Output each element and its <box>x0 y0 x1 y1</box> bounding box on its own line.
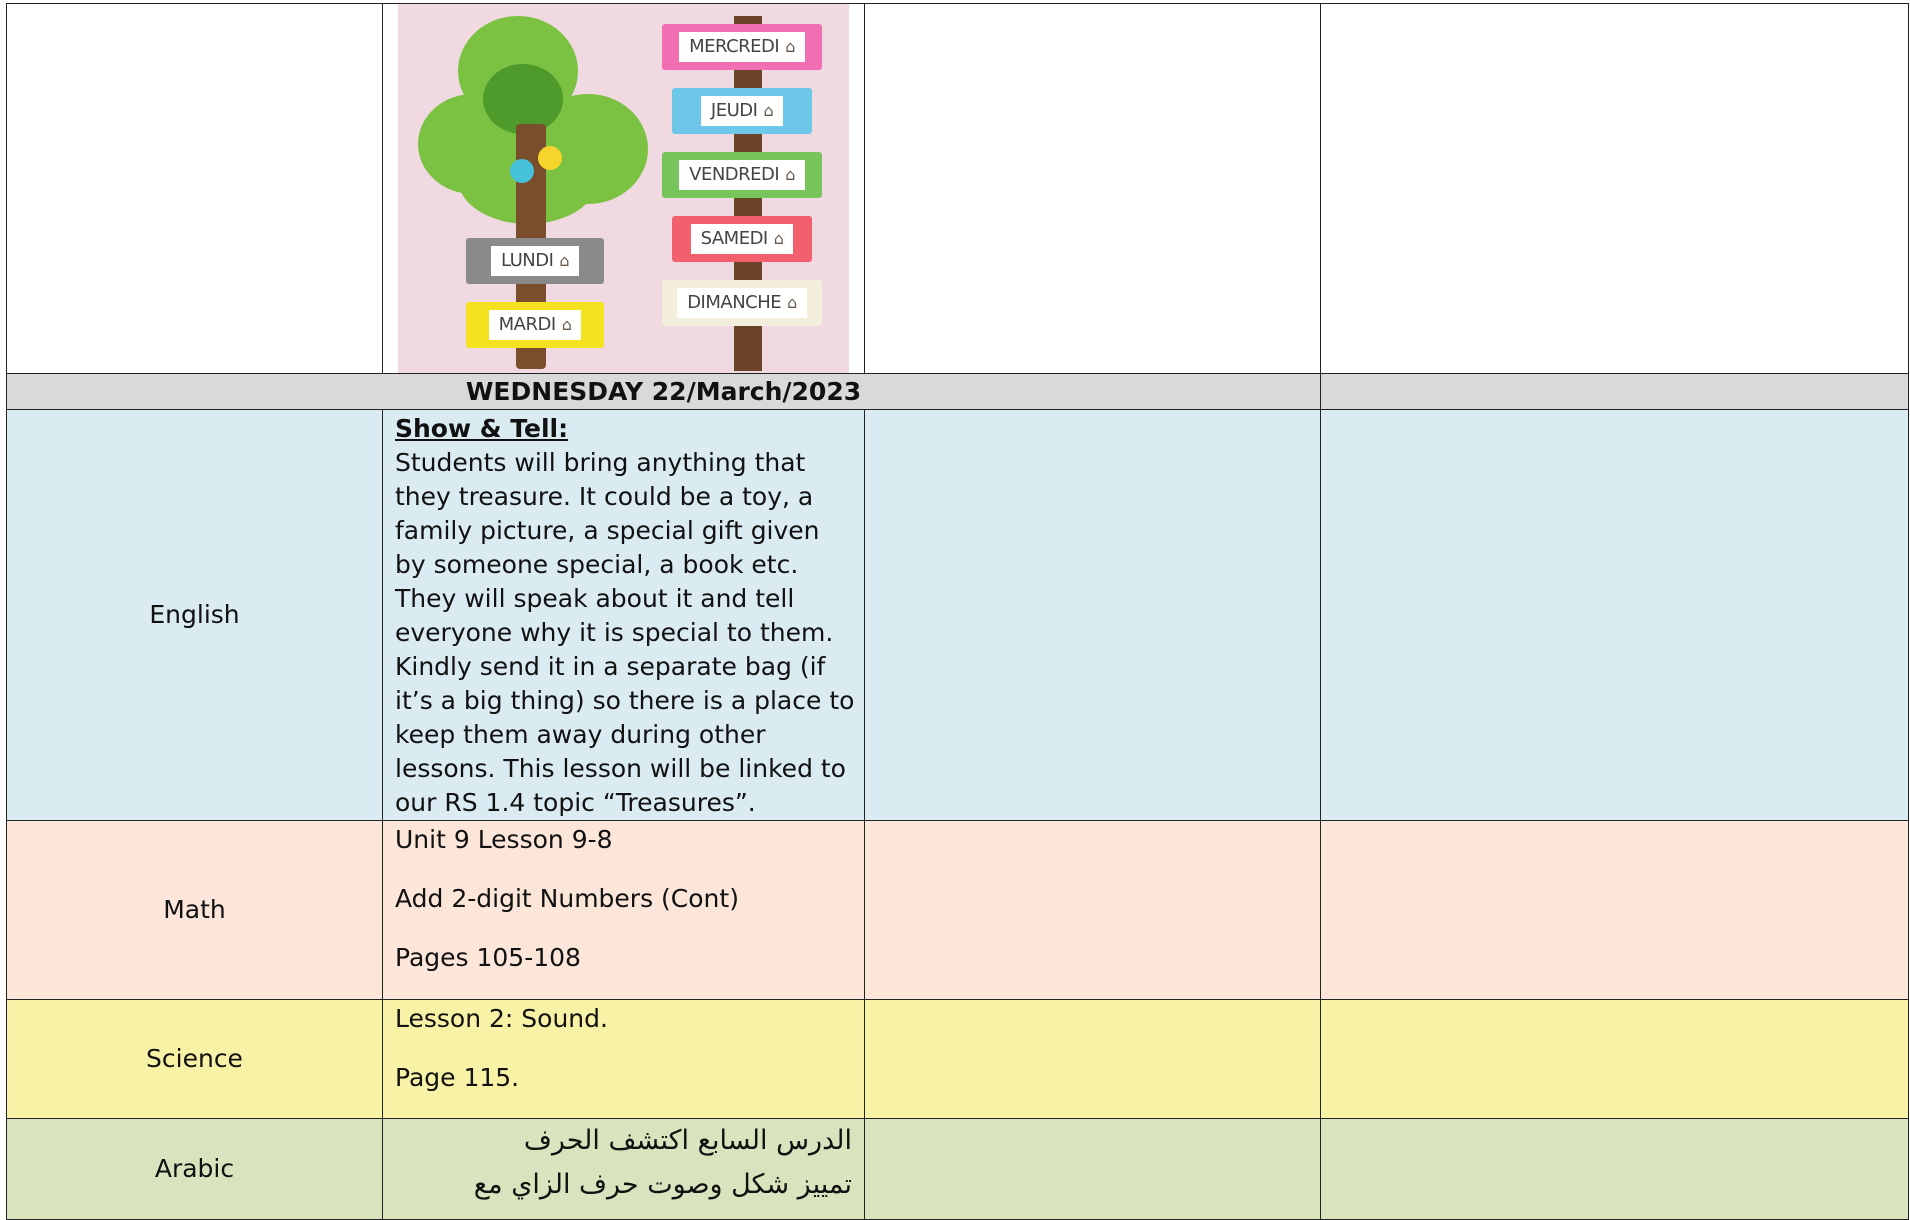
sign-mardi: MARDI ⌂ <box>466 302 604 348</box>
math-unit: Unit 9 Lesson 9-8 <box>395 825 613 854</box>
subject-science: Science <box>7 1000 383 1119</box>
arabic-content <box>383 1119 865 1220</box>
subject-arabic: Arabic <box>7 1119 383 1220</box>
weekdays-image-cell <box>383 4 865 374</box>
math-pages: Pages 105-108 <box>395 943 581 972</box>
house-icon: ⌂ <box>785 37 795 56</box>
weekly-plan-table <box>6 3 1909 1220</box>
empty-cell <box>1321 821 1909 1000</box>
empty-cell <box>865 1119 1321 1220</box>
date-row <box>7 374 1909 410</box>
weekdays-tree-image <box>398 4 849 373</box>
sign-jeudi: JEUDI ⌂ <box>672 88 812 134</box>
sign-vendredi: VENDREDI ⌂ <box>662 152 822 198</box>
math-row <box>7 821 1909 1000</box>
arabic-line-2: تمييز شكل وصوت حرف الزاي مع <box>473 1169 852 1200</box>
sign-samedi: SAMEDI ⌂ <box>672 216 812 262</box>
english-title: Show & Tell: <box>395 414 569 443</box>
sign-dimanche: DIMANCHE ⌂ <box>662 280 822 326</box>
sign-mercredi: MERCREDI ⌂ <box>662 24 822 70</box>
empty-cell <box>865 821 1321 1000</box>
empty-cell <box>1321 1119 1909 1220</box>
english-content <box>383 410 865 821</box>
empty-cell <box>865 4 1321 374</box>
house-icon: ⌂ <box>763 101 774 120</box>
science-lesson: Lesson 2: Sound. <box>395 1004 608 1033</box>
science-content <box>383 1000 865 1119</box>
math-content <box>383 821 865 1000</box>
empty-cell <box>1321 4 1909 374</box>
subject-math: Math <box>7 821 383 1000</box>
house-icon: ⌂ <box>559 251 570 270</box>
arabic-row <box>7 1119 1909 1220</box>
science-page: Page 115. <box>395 1063 520 1092</box>
english-body: Students will bring anything that they treasure. It could be a toy, a family picture, a special gift given by someone special, a book etc. They will speak about it and tell everyone why it is special to them. Kindly send it in a separate bag (if it’s a big thing) so there is a place to keep them away during other lessons. This lesson will be linked to our RS 1.4 topic “Treasures”. <box>395 448 855 817</box>
sign-lundi: LUNDI ⌂ <box>466 238 604 284</box>
arabic-line-1: الدرس السابع اكتشف الحرف <box>523 1125 852 1156</box>
empty-cell <box>865 1000 1321 1119</box>
house-icon: ⌂ <box>773 229 784 248</box>
english-row <box>7 410 1909 821</box>
date-header: WEDNESDAY 22/March/2023 <box>7 374 1321 410</box>
house-icon: ⌂ <box>785 165 795 184</box>
subject-english: English <box>7 410 383 821</box>
yellow-bird-icon <box>538 146 562 170</box>
blue-bird-icon <box>510 159 534 183</box>
house-icon: ⌂ <box>561 315 572 334</box>
empty-cell <box>1321 374 1909 410</box>
house-icon: ⌂ <box>787 293 797 312</box>
empty-cell <box>7 4 383 374</box>
math-topic: Add 2-digit Numbers (Cont) <box>395 884 739 913</box>
science-row <box>7 1000 1909 1119</box>
empty-cell <box>1321 410 1909 821</box>
empty-cell <box>1321 1000 1909 1119</box>
empty-cell <box>865 410 1321 821</box>
image-row <box>7 4 1909 374</box>
